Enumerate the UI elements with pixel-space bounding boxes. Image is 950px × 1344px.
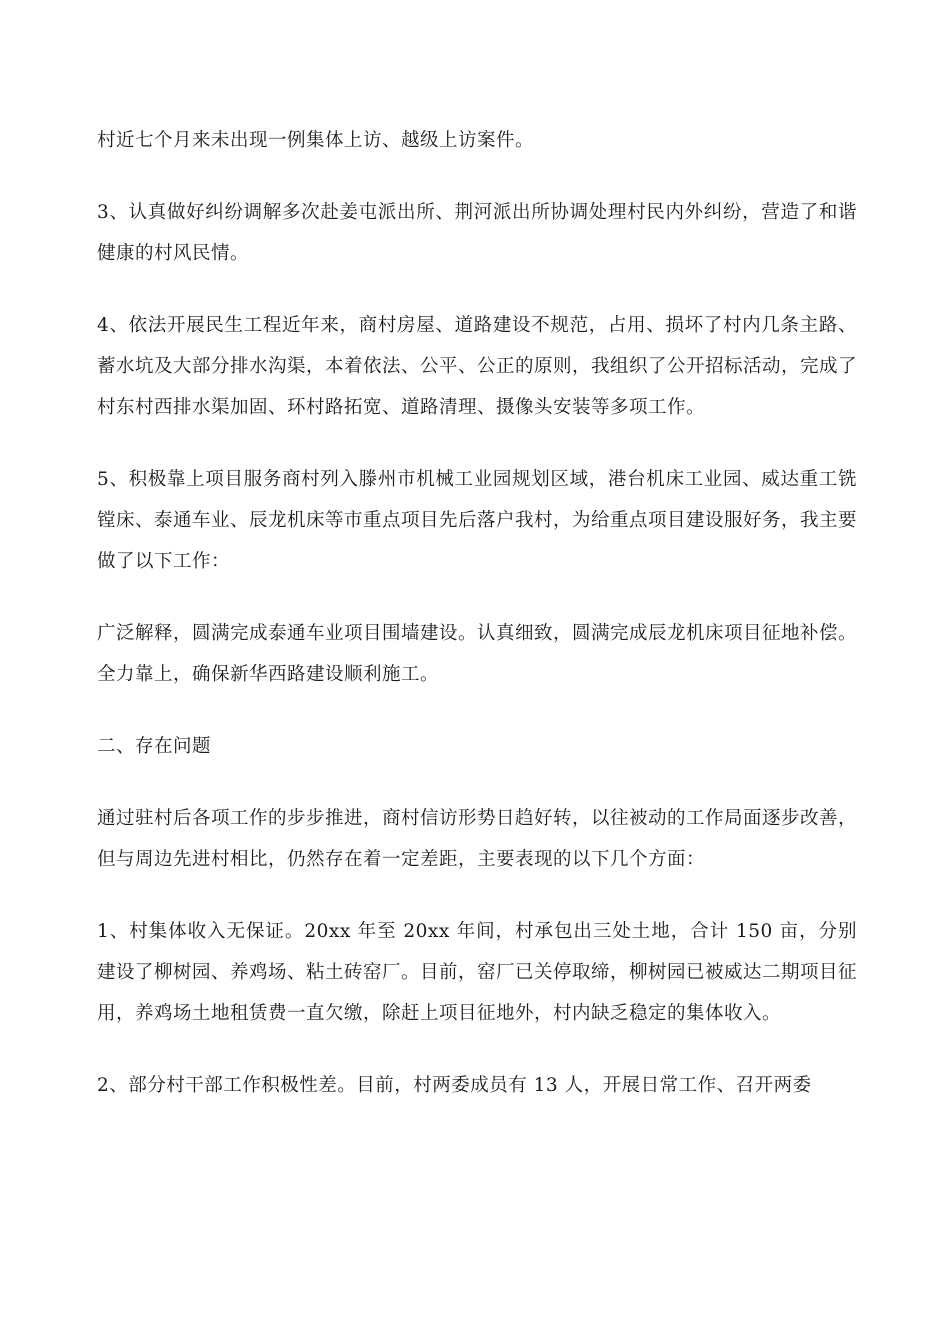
paragraph-collective-income: 1、村集体收入无保证。20xx 年至 20xx 年间，村承包出三处土地，合计 150 亩，分别建设了柳树园、养鸡场、粘土砖窑厂。目前，窑厂已关停取缔，柳树园已被威达二期项目征用，养鸡场土地租赁费一直欠缴，除赶上项目征地外，村内缺乏稳定的集体收入。: [97, 921, 858, 1024]
paragraph-dispute-mediation: 3、认真做好纠纷调解多次赴姜屯派出所、荆河派出所协调处理村民内外纠纷，营造了和谐健康的村风民情。: [97, 202, 857, 264]
section-heading-problems: 二、存在问题: [97, 736, 212, 757]
paragraph-petition-summary: 村近七个月来未出现一例集体上访、越级上访案件。: [97, 130, 535, 151]
document-body: [97, 120, 857, 1106]
paragraph-project-tasks: 广泛解释，圆满完成泰通车业项目围墙建设。认真细致，圆满完成辰龙机床项目征地补偿。全力靠上，确保新华西路建设顺利施工。: [97, 623, 858, 685]
paragraph-problems-intro: 通过驻村后各项工作的步步推进，商村信访形势日趋好转，以往被动的工作局面逐步改善，但与周边先进村相比，仍然存在着一定差距，主要表现的以下几个方面：: [97, 808, 858, 870]
paragraph-project-services: 5、积极靠上项目服务商村列入滕州市机械工业园规划区域，港台机床工业园、威达重工铣镗床、泰通车业、辰龙机床等市重点项目先后落户我村，为给重点项目建设服好务，我主要做了以下工作：: [97, 469, 858, 572]
paragraph-livelihood-projects: 4、依法开展民生工程近年来，商村房屋、道路建设不规范，占用、损坏了村内几条主路、蓄水坑及大部分排水沟渠，本着依法、公平、公正的原则，我组织了公开招标活动，完成了村东村西排水渠加固、环村路拓宽、道路清理、摄像头安装等多项工作。: [97, 315, 858, 418]
paragraph-cadre-motivation: 2、部分村干部工作积极性差。目前，村两委成员有 13 人，开展日常工作、召开两委: [97, 1075, 812, 1096]
